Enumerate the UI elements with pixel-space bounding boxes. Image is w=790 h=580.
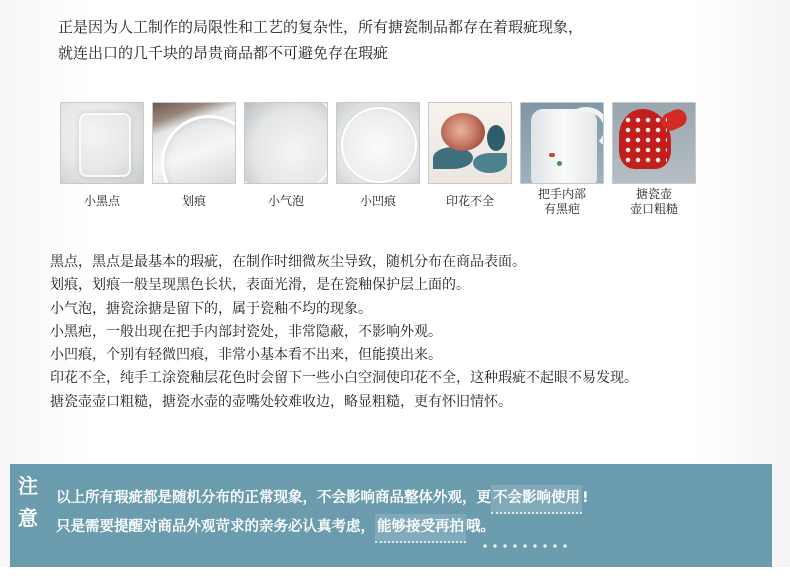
sample-handle-scar: [520, 102, 604, 217]
sample-dent: [336, 102, 420, 209]
defect-line: 搪瓷壶壶口粗糙，搪瓷水壶的壶嘴处较难收边，略显粗糙，更有怀旧情怀。: [50, 393, 512, 410]
notice-line-1: 以上所有瑕疵都是随机分布的正常现象，不会影响商品整体外观，更 不会影响使用 !: [56, 485, 589, 514]
sample-black-dot: [60, 102, 144, 209]
rough-spout-photo: [612, 102, 696, 184]
notice-text: [56, 485, 589, 543]
sample-caption: 印花不全: [445, 194, 494, 208]
handle-scar-photo: [520, 102, 604, 184]
sample-caption: 小气泡: [267, 194, 304, 208]
defect-descriptions: [50, 251, 770, 414]
defect-line: 印花不全，纯手工涂瓷釉层花色时会留下一些小白空洞使印花不全，这种瑕疵不起眼不易发现。: [50, 370, 638, 387]
sample-caption: 搪瓷壶 壶口粗糙: [629, 187, 678, 216]
defect-line: 小黑疤，一般出现在把手内部封瓷处，非常隐蔽，不影响外观。: [50, 323, 442, 340]
sample-caption: 把手内部 有黑疤: [537, 187, 586, 216]
defect-line: 小凹痕，个别有轻微凹痕，非常小基本看不出来，但能摸出来。: [50, 347, 442, 364]
notice-banner: [10, 464, 772, 567]
intro-line-1: 正是因为人工制作的局限性和工艺的复杂性，所有搪瓷制品都存在着瑕疵现象，: [58, 18, 584, 36]
dent-photo: [336, 102, 420, 184]
sample-caption: 划痕: [181, 194, 206, 208]
sample-incomplete-print: [428, 102, 512, 209]
sample-bubble: [244, 102, 328, 209]
notice-tag: 注 意: [18, 474, 38, 530]
notice-highlight-accept: 能够接受再拍: [375, 514, 466, 543]
intro-paragraph: [58, 14, 758, 66]
sample-caption: 小凹痕: [359, 194, 396, 208]
defect-line: 划痕，划痕一般呈现黑色长状，表面光滑，是在瓷釉保护层上面的。: [50, 277, 470, 294]
decorative-dots: [480, 544, 570, 548]
black-dot-photo: [60, 102, 144, 184]
scratch-photo: [152, 102, 236, 184]
intro-line-2: 就连出口的几千块的昂贵商品都不可避免存在瑕疵: [58, 44, 389, 62]
bubble-photo: [244, 102, 328, 184]
defect-line: 黑点，黑点是最基本的瑕疵，在制作时细微灰尘导致，随机分布在商品表面。: [50, 254, 526, 270]
defect-gallery: [60, 102, 700, 222]
sample-rough-spout: [612, 102, 696, 217]
notice-highlight-no-impact: 不会影响使用: [491, 485, 582, 514]
notice-line-2: 只是需要提醒对商品外观苛求的亲务必认真考虑， 能够接受再拍 哦。: [56, 514, 589, 543]
incomplete-print-photo: [428, 102, 512, 184]
bottom-margin: [0, 567, 790, 580]
sample-caption: 小黑点: [83, 194, 120, 208]
defect-line: 小气泡，搪瓷涂搪是留下的，属于瓷釉不均的现象。: [50, 300, 372, 317]
sample-scratch: [152, 102, 236, 209]
